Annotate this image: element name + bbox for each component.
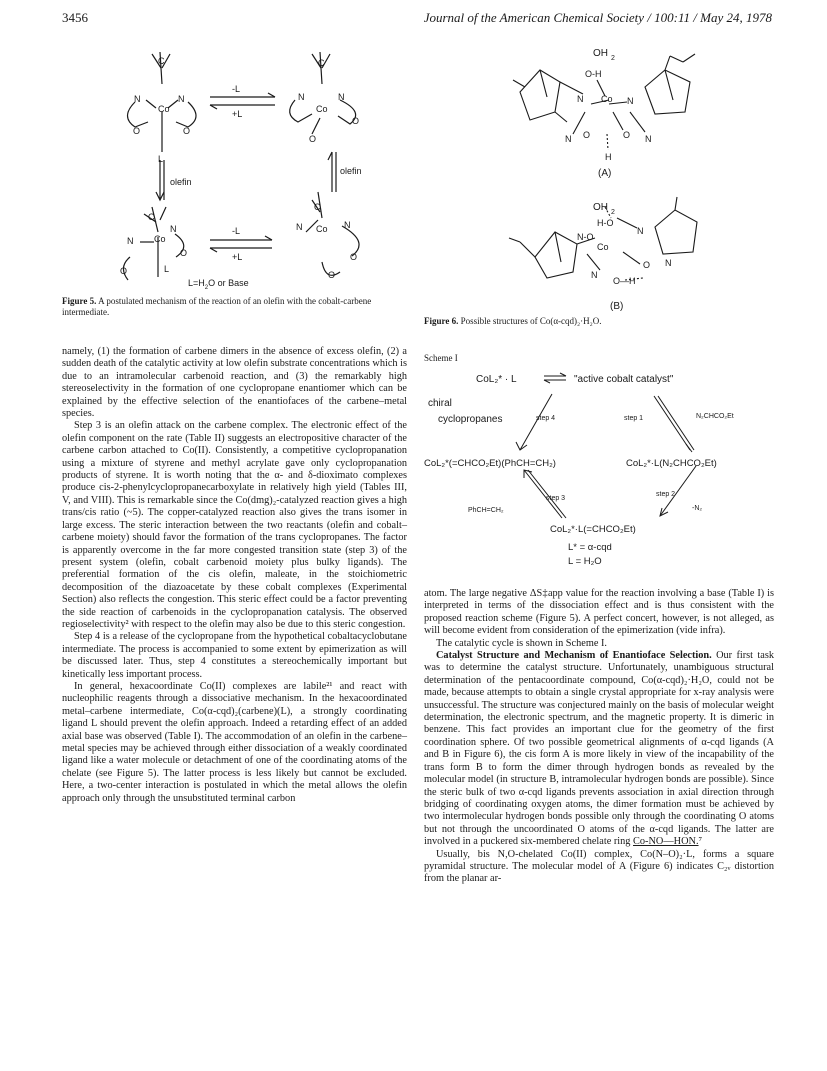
fig6-label-a: (A): [598, 168, 612, 179]
figure-5-caption-text: A postulated mechanism of the reaction of an olefin with the cobalt-carbene intermediate.: [62, 296, 372, 317]
scheme-def1: L* = α-cqd: [568, 542, 612, 553]
svg-text:Co: Co: [158, 104, 170, 114]
fig5-olefin-left: olefin: [170, 177, 192, 187]
scheme-1-svg: [424, 366, 784, 576]
svg-text:N: N: [577, 94, 584, 104]
svg-text:N: N: [627, 96, 634, 106]
svg-text:H: H: [605, 152, 612, 162]
svg-text:2: 2: [611, 55, 615, 62]
scheme-chiral: chiral: [428, 398, 452, 409]
svg-text:Co: Co: [316, 224, 328, 234]
svg-text:N-O: N-O: [577, 232, 594, 242]
scheme-step1: step 1: [624, 415, 644, 422]
svg-text:O: O: [328, 270, 336, 280]
svg-text:O: O: [583, 130, 591, 140]
svg-text:O: O: [309, 134, 317, 144]
right-para-1: atom. The large negative ΔS‡app value for the reaction involving a base (Table I) is interpreted in terms of the dissociation effect and is thus consistent with the proposed reaction scheme (Figure 5). A perfect concert, however, is not alleged, as will become evident from consideration of the epimerization (vide infra).: [424, 588, 774, 637]
page-number: 3456: [62, 10, 88, 25]
left-column: [62, 346, 407, 805]
chelate-ring-ref: ⁷: [698, 836, 703, 848]
svg-text:O: O: [180, 248, 188, 258]
svg-text:N: N: [665, 258, 672, 268]
svg-text:O: O: [120, 266, 128, 276]
svg-text:C: C: [314, 202, 321, 212]
svg-text:N: N: [127, 236, 134, 246]
section-title: Catalyst Structure and Mechanism of Enantioface Selection.: [436, 650, 712, 662]
figure-6-caption-text: Possible structures of Co(α-cqd)₂·H₂O.: [460, 316, 602, 326]
svg-text:N: N: [344, 220, 351, 230]
scheme-step4: step 4: [536, 415, 556, 422]
fig5-minus-l-bottom: -L: [232, 226, 241, 236]
scheme-phch: PhCH=CH₂: [468, 507, 504, 514]
svg-text:L: L: [158, 154, 164, 164]
scheme-cyclopropanes: cyclopropanes: [438, 414, 503, 425]
scheme-step2: step 2: [656, 491, 676, 498]
fig5-minus-l-top: -L: [232, 84, 241, 94]
svg-text:Co: Co: [316, 104, 328, 114]
svg-text:Co: Co: [601, 94, 613, 104]
svg-text:O: O: [183, 126, 191, 136]
svg-text:2: 2: [611, 209, 615, 216]
svg-text:L: L: [164, 264, 170, 274]
figure-5-caption-label: Figure 5.: [62, 296, 97, 306]
figure-6-drawing: [505, 42, 715, 304]
scheme-def2: L = H₂O: [568, 556, 602, 567]
figure-6-label-b: (B): [610, 301, 624, 312]
scheme-left: CoL₂*(=CHCO₂Et)(PhCH=CH₂): [424, 458, 556, 469]
svg-text:N: N: [591, 270, 598, 280]
svg-text:O: O: [623, 130, 631, 140]
right-column: [424, 588, 774, 886]
fig5-plus-l-top: +L: [232, 109, 243, 119]
svg-text:N: N: [296, 222, 303, 232]
fig5-plus-l-bottom: +L: [232, 252, 243, 262]
page-header: [62, 10, 772, 30]
scheme-1-drawing: [424, 366, 784, 576]
figure-5-caption: [62, 296, 407, 318]
svg-text:H-O: H-O: [597, 218, 614, 228]
right-para-3-body: Our first task was to determine the catalyst structure. Unfortunately, unambiguous structural determination of the pentacoordinate compound, Co(α-cqd)₂·H₂O, could not be made, because attempts to obtain a single crystal appropriate for x-ray analysis were unsuccessful. The structure was conjectured mainly on the basis of molecular weight determination, the electronic spectrum, and the magnetic property. It is dimeric in benzene. This fact provides an important clue for the geometry of the first coordination sphere. Of two possible geometrical alignments of α-cqd ligands (A and B in Figure 6), the cis form A is more likely in view of the incapability of the trans form B to form the dimer through hydrogen bonds as revealed by the molecular model (in structure B, intramolecular hydrogen bonds are possible). Since the steric bulk of two α-cqd ligands prevents association in axial direction through bridging of coordinating oxygen atoms, the dimer formation must be achieved by two intermolecular hydrogen bonds possible only through the coordinating O atoms but not through the uncoordinated O atoms of the α-cqd ligands. The latter are involved in a puckered six-membered chelate ring: [424, 650, 775, 848]
figure-6-caption-label: Figure 6.: [424, 316, 459, 326]
right-para-2: The catalytic cycle is shown in Scheme I.: [436, 637, 607, 649]
scheme-top-right: "active cobalt catalyst": [574, 374, 674, 385]
svg-text:N: N: [134, 94, 141, 104]
scheme-step3: step 3: [546, 495, 566, 502]
figure-6-caption: [424, 316, 774, 327]
figure-6-svg: [505, 42, 715, 304]
scheme-top: CoL₂* · L: [476, 374, 517, 385]
svg-text:C: C: [318, 58, 325, 68]
journal-citation: Journal of the American Chemical Society / 100:11 / May 24, 1978: [423, 10, 772, 25]
left-para-4: In general, hexacoordinate Co(II) complexes are labile²¹ and react with nucleophilic reagents through a dissociative mechanism. In the hexacoordinated metal–carbene intermediate, Co(α-cqd)₂(carbene)(L), a strongly coordinating ligand L should prevent the olefin approach. Indeed a retarding effect of an added axial base was observed (Table I). The accommodation of an olefin in the carbene–metal species may be achieved through either dissociation of a weakly coordinated ligand like a water molecule or detachment of one of the coordinating atoms of the chelate (see Figure 5). The latter process is less likely but cannot be excluded. Here, a two-center interaction is postulated in which the metal allows the olefin approach only through the unsubstituted terminal carbon: [62, 680, 407, 804]
svg-text:N: N: [338, 92, 345, 102]
scheme-bottom: CoL₂*·L(=CHCO₂Et): [550, 524, 636, 535]
left-para-1: namely, (1) the formation of carbene dimers in the absence of excess olefin, (2) a sudden death of the catalytic activity at low olefin substrate concentrations which is due to an intramolecular carbenoid reaction, and (3) the remarkably high stereoselectivity in the formation of one cyclopropane enantiomer which can be explained by the effective selection of the enantiofaces of the carbene–metal species.: [62, 346, 407, 420]
svg-text:Co: Co: [154, 234, 166, 244]
svg-text:C: C: [148, 212, 155, 222]
scheme-label: Scheme I: [424, 353, 458, 363]
right-para-3: [424, 650, 774, 849]
svg-text:N: N: [170, 224, 177, 234]
figure-5-drawing: [100, 42, 400, 292]
scheme-n2chco2et: N₂CHCO₂Et: [696, 413, 734, 420]
left-para-3: Step 4 is a release of the cyclopropane from the hypothetical cobaltacyclobutane intermediate. The process is accompanied to some extent by epimerization as will be discussed later. Thus, step 4 constitutes a stereochemically important but kinetically less important process.: [62, 631, 407, 680]
scheme-n2: -N₂: [692, 505, 703, 512]
right-para-4: Usually, bis N,O-chelated Co(II) complex, Co(N–O)₂·L, forms a square pyramidal structure. The molecular model of A (Figure 6) indicates C₂ᵥ distortion from the planar ar-: [424, 848, 774, 885]
svg-text:N: N: [637, 226, 644, 236]
svg-text:O: O: [133, 126, 141, 136]
fig5-olefin-right: olefin: [340, 166, 362, 176]
svg-text:OH: OH: [593, 202, 608, 213]
svg-text:O-H: O-H: [585, 69, 602, 79]
svg-text:N: N: [645, 134, 652, 144]
fig5-ligand-note: $L=H_2O$ or Base: [188, 278, 249, 291]
svg-text:O—H: O—H: [613, 276, 636, 286]
svg-text:OH: OH: [593, 48, 608, 59]
chelate-ring: Co-NO—HON.: [633, 836, 699, 848]
figure-5-svg: [100, 42, 400, 292]
left-para-2: Step 3 is an olefin attack on the carbene complex. The electronic effect of the olefin component on the rate (Table II) suggests an electropositive character of the carbene carbon attached to Co(II). Consistently, a competitive cyclopropanation using a mixture of styrene and methyl acrylate gave only cyclopropanation products of styrene. It is worth noting that the α- and δ-dioximato complexes produce cis-2-phenylcyclopropanecarboxylate in relatively high yield (Tables III, V, and VIII). This is remarkable since the Co(dmg)₂-catalyzed reaction gives a high trans/cis ratio (~5). The copper-catalyzed reaction also gives the trans isomer in large excess. The steric interaction between the two reactants (olefin and cobalt–carbene moiety) should favor the formation of the trans cyclopropanes. The factor is apparently overcome in the far more congested transition state (step 3) of the present system (olefin, cobalt carbenoid moiety plus bulky ligands). The preferential formation of the cis olefin, maleate, in the stoichiometric decomposition of the diazoacetate by these cobalt complexes (Experimental Section) also reflects the congestion. This steric effect could be a factor preventing the side reaction of carbenoids in the cyclopropanation catalysis. The observed regioselectivity² with respect to the olefin may also be due to this steric congestion.: [62, 420, 407, 630]
svg-text:N: N: [298, 92, 305, 102]
svg-text:O: O: [350, 252, 358, 262]
scheme-right: CoL₂*·L(N₂CHCO₂Et): [626, 458, 717, 469]
svg-text:N: N: [178, 94, 185, 104]
svg-text:C: C: [158, 56, 165, 66]
svg-text:O: O: [643, 260, 651, 270]
svg-text:Co: Co: [597, 242, 609, 252]
svg-text:O: O: [352, 116, 360, 126]
svg-text:N: N: [565, 134, 572, 144]
